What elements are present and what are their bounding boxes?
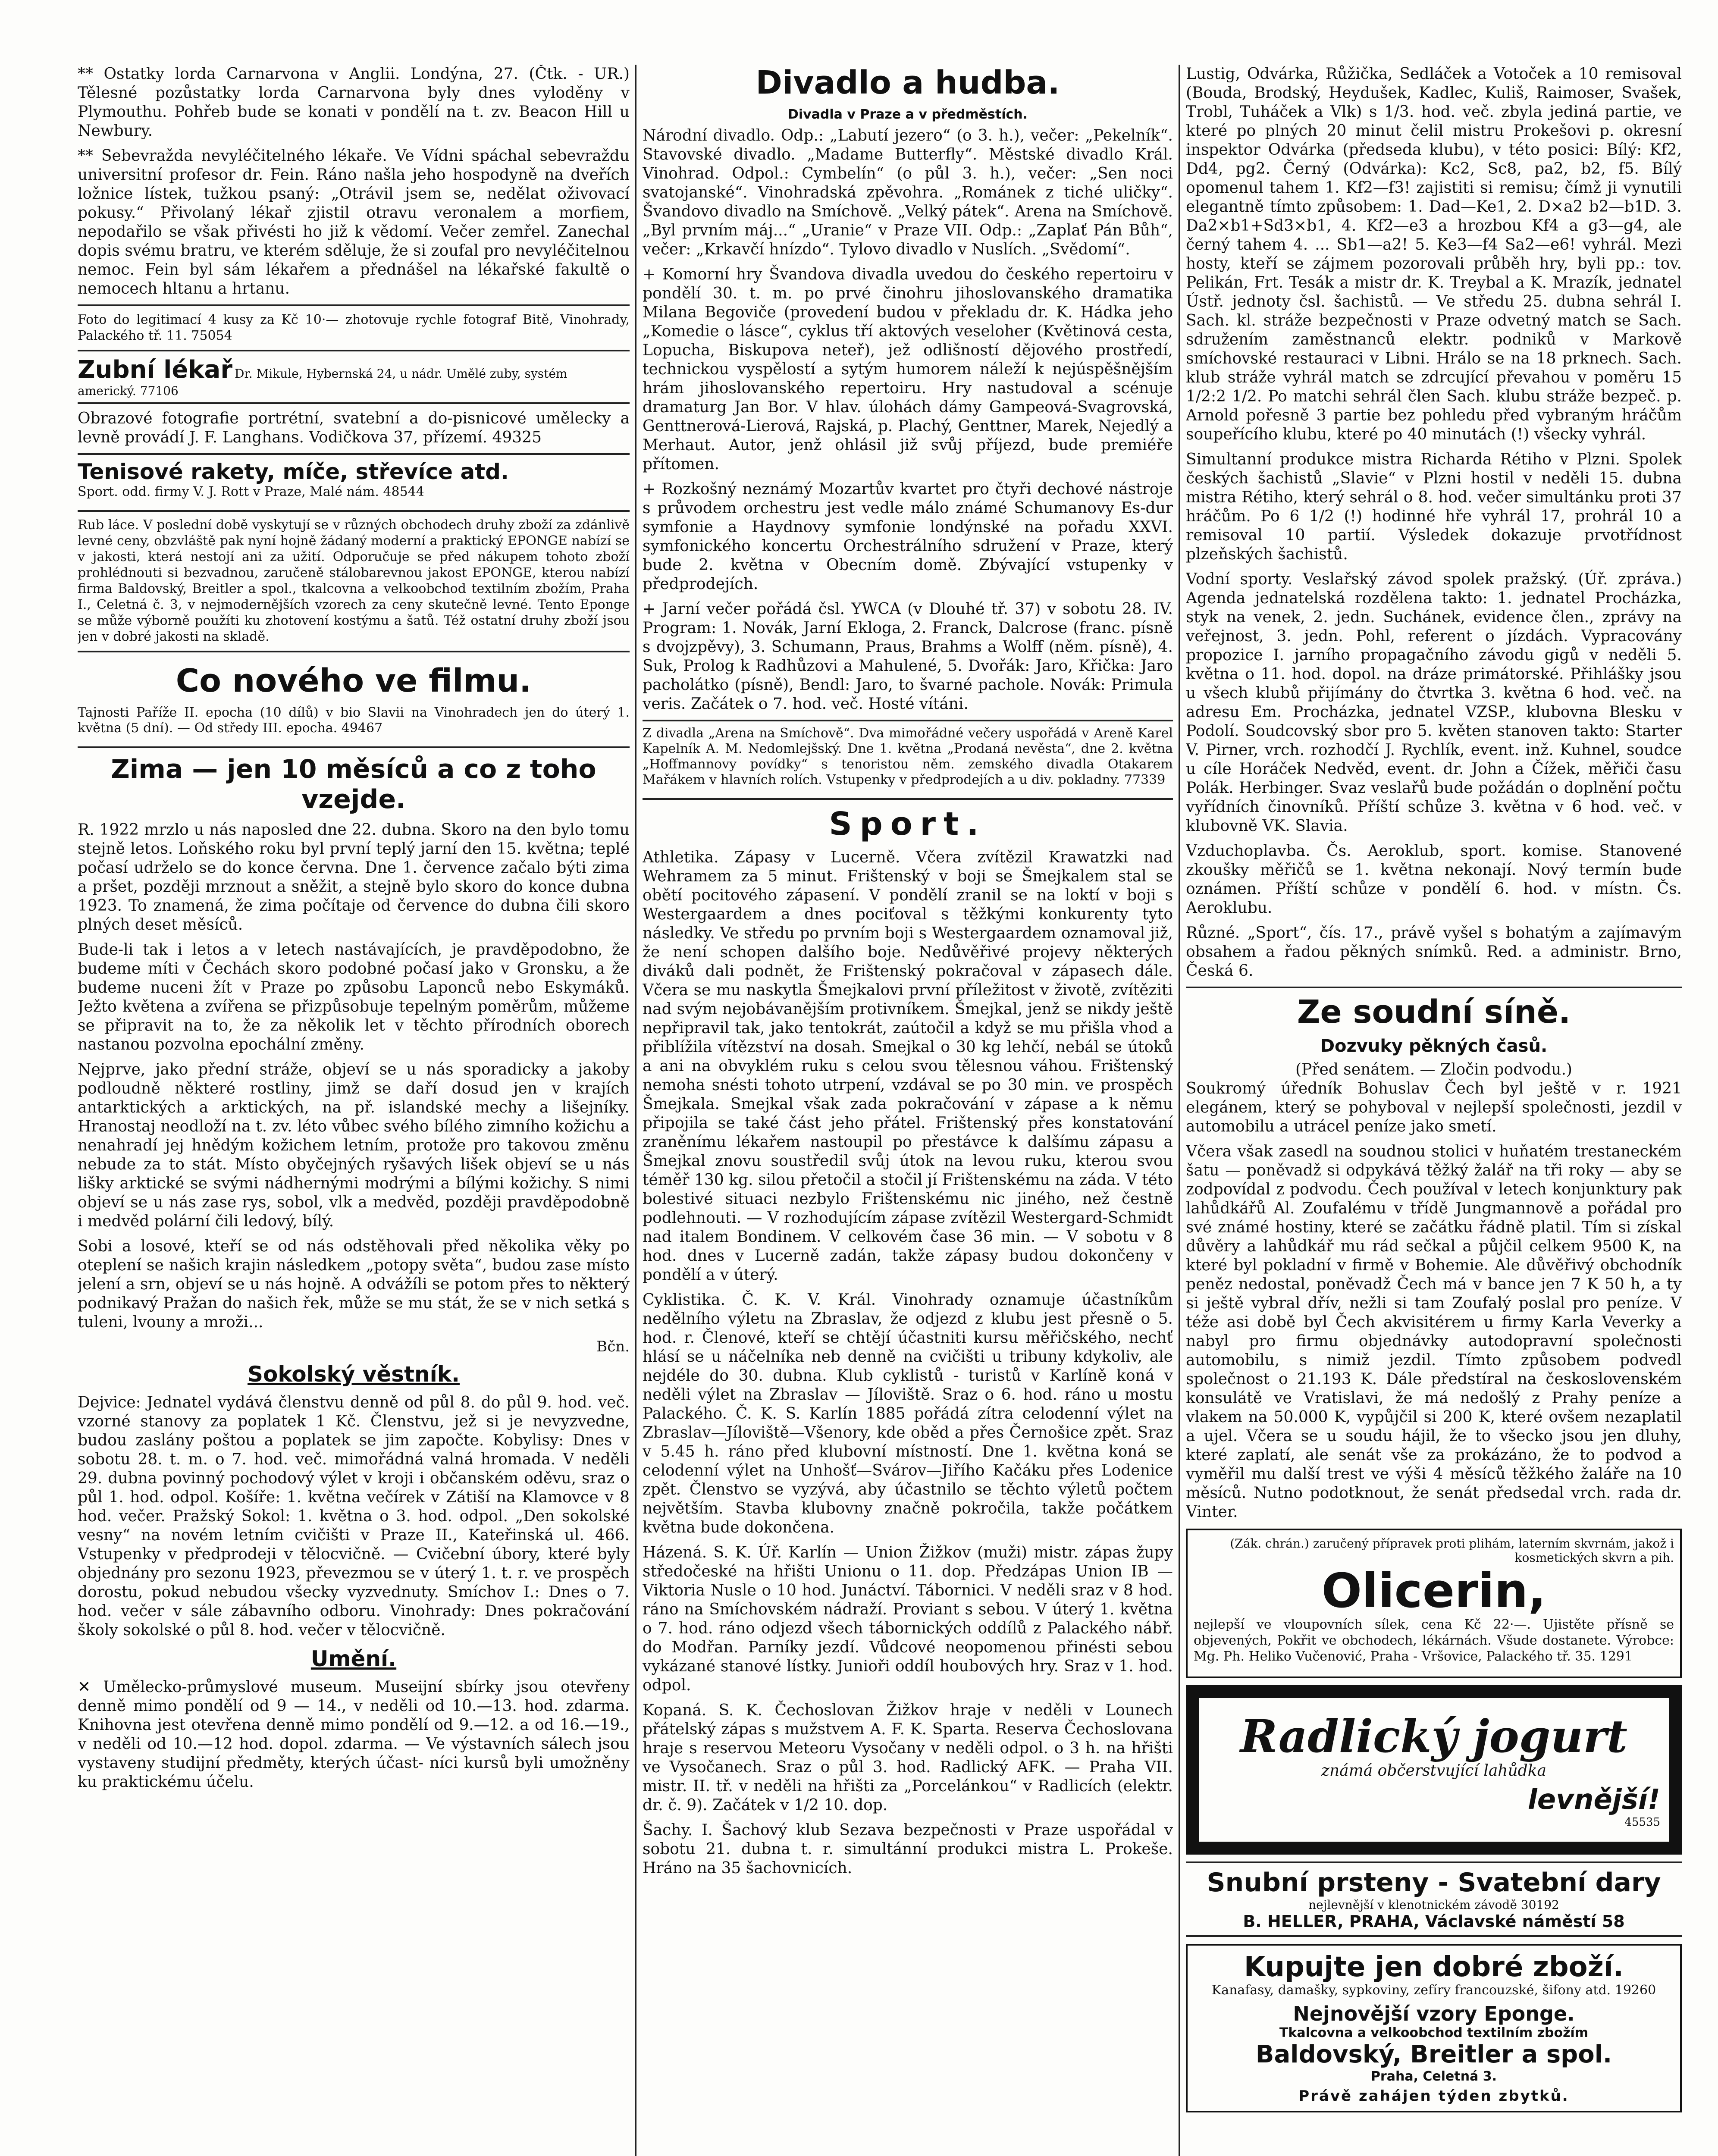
ad-olicerin [1186,1529,1682,1678]
prsteny-subtitle: nejlevnější v klenotnickém závodě 30192 [1308,1898,1559,1912]
film-section [78,651,630,748]
divider [78,304,630,306]
jogurt-cta: levnější! [1527,1784,1660,1816]
zima-p2: Bude-li tak i letos a v letech nastávajících, je pravděpodobno, že budeme míti v Čechách skoro podobné počasí jako v Gronsku, a že budeme nuceni žít v Praze po způsobu Laponců nebo Eskymáků. Ježto květena a zvířena se přizpůsobuje tepelným poměrům, můžeme se připravit na to, že za několik let v těchto přírodních oborech nastanou pozvolna epochální změny. [78,941,630,1053]
jogurt-code: 45535 [1624,1816,1660,1829]
sachy-continued: Lustig, Odvárka, Růžička, Sedláček a Votoček a 10 remisoval (Bouda, Brodský, Heydušek, Kadlec, Kuliš, Raimoser, Svašek, Trobl, Tuháček a Vlk) s 1/3. hod. več. zbyla jediná partie, ve které po plných 20 minut čelil mistru Prokešovi p. okresní inspektor Odvárka (předseda klubu), v této posici: Bílý: Kf2, Dd4, pg2. Černý (Odvárka): Kc2, Sc8, pa2, b2, f5. Bílý opomenul tahem 1. Kf2—f3! zajistiti si remisu; čímž ji vynutili elegantně tímto způsobem: 1. Dad—Ke1, 2. D×a2 b2—b1D. 3. Da2×b1+Sd3×b1, 4. Kf2—e3 a hrozbou Kf4 a g3—g4, ale černý tahem 4. ... Sb1—a2! 5. Ke3—f4 Sa2—e6! vyhrál. Mezi hosty, kteří se zájmem pozorovali průběh hry, byli pp.: tov. Pelikán, Frt. Tesák a mistr dr. K. Treybal a K. Mrazík, jednatel Ústř. jednoty čsl. šachistů. — Ve středu 25. dubna sehrál I. Sach. kl. stráže bezpečnosti v Praze odvetný match se Sach. sdružením zaměstnanců elektr. podniků v Markově smíchovské restauraci v Libni. Hrálo se na 18 prknech. Sach. klub stráže vyhrál match se zdrcující převahou v poměru 15 1/2:2 1/2. Po matchi sehrál člen Sach. klubu stráže bezpeč. p. Arnold pořesně 3 partie bez pohledu před vybraným hráčům soupeřícího klubu, které po 40 minutách (!) všecky vyhrál. [1186,65,1682,443]
column-3 [1186,65,1682,2156]
zbozi-line2: Tkalcovna a velkoobchod textilním zbožím [1279,2025,1589,2040]
zbozi-subtitle: Kanafasy, damašky, sypkoviny, zefíry francouzské, šifony atd. 19260 [1211,1983,1656,1998]
ad-arena-text: Z divadla „Arena na Smíchově“. Dva mimořádné večery uspořádá v Areně Karel Kapelník A. M. Nedomlejšský. Dne 1. května „Prodaná nevěsta“, dne 2. května „Hoffmannovy povídky“ s tenoristou něm. zemského divadla Otakarem Mařákem v hlavních rolích. Vstupenky v předprodejích a u div. pokladny. 77339 [643,726,1173,787]
ad-tenis-text: Sport. odd. firmy V. J. Rott v Praze, Malé nám. 48544 [78,484,424,499]
olicerin-text: nejlepší ve vloupovních sílek, cena Kč 22·—. Ujistěte přísně se objevených, Pokřit ve obchodech, lékárnách. Všude dostanete. Výrobce: Mg. Ph. Heliko Vučenović, Praha - Vršovice, Palackého tř. 35. 1291 [1194,1617,1674,1664]
soud-subtitle: Dozvuky pěkných časů. [1320,1036,1548,1056]
newspaper-page [78,65,1682,2156]
sport-hazena: Házená. S. K. Úř. Karlín — Union Žižkov (muži) mistr. zápas župy středočeské na hřišti Unionu o 11. dop. Předzápas Union IB — Viktoria Nusle o 10 hod. Junáctví. Tábornici. V neděli sraz v 8 hod. ráno na Smíchovském nádraží. Proviant s sebou. V úterý 1. května o 7. hod. ráno odjezd všech tábornických oddílů z Palackého nábř. do Modřan. Parníky jezdí. Vůdcové neopomenou přinésti sebou vykázané stanové lístky. Junioři oddíl houbových hry. Sraz v 1. hod. odpol. [643,1544,1173,1694]
ad-dobre-zbozi [1186,1944,1682,2112]
divadlo-komorni-hry: + Komorní hry Švandova divadla uvedou do českého repertoiru v pondělí 30. t. m. po prvé činohru jihoslovanského dramatika Milana Begoviče (provedení budou v překladu dr. K. Hádka jeho „Komedie o lásce“, cyklus tří aktových veseloher (Květinová cesta, Lopucha, Biskupova neteř), jež odlišností dějového prostředí, technickou vyspělostí a sytým humorem náleží k nejúspěšnějším hrám jihoslovanského repertoiru. Hry nastudoval a scénuje dramaturg Jan Bor. V hlav. úlohách dámy Gampeová-Svagrovská, Genttnerová-Lierová, Rajská, p. Plachý, Genttner, Marek, Nejedlý a Merhaut. Autor, jenž ohlásil již svůj příjezd, bude premiéře přítomen. [643,266,1173,473]
film-title: Co nového ve filmu. [176,662,532,699]
sport-athletika: Athletika. Zápasy v Lucerně. Včera zvítězil Krawatzki nad Wehramem za 5 minut. Frištenský v boji se Šmejkalem stal se obětí pocitového zápasení. V pondělí zranil se na loktí v boji s Westergaardem a dnes pociťoval s těžkými konkurenty tyto následky. Ve středu po prvním boji s Westergaardem oznamoval již, že není schopen dalšího boje. Nedůvěřivé projevy některých diváků dali podnět, že Frištenský pokračoval v zápasech dále. Včera se mu naskytla Šmejkalovi první příležitost v životě, zvítěziti nad svým nejobávanějším protivníkem. Šmejkal, jenž se nikdy ještě nepřipravil tak, jako tentokrát, zaútočil a když se mu přišla vhod a přiblížila vítězství na dosah. Smejkal o 30 kg lehčí, nebál se útoků a ani na obvyklém ruku s celou svou tělesnou váhou. Frištenský nemoha snésti tohoto utrpení, vzdával se po 30 min. ve prospěch Šmejkala. Smejkal však zada pokračování v zápase a k němu připojila se také část jeho přátel. Frištenský přes konstatování zraněnímu lékařem nastoupil po přestávce k dalšímu zápasu a Šmejkal znovu soustředil svůj útok na levou ruku, kterou svou téměř 130 kg. silou přetočil a stočil jí Frištenskému na záda. V této bolestivé situaci nezbylo Frištenskému nic jiného, než čestně podlehnouti. — V rozhodujícím zápase zvítězil Westergard-Schmidt nad italem Bondinem. V celkovém čase 36 min. — V sobotu v 8 hod. dnes v Lucerně zadán, takže zápasy budou dokončeny v pondělí a v úterý. [643,849,1173,1284]
ad-foto: Foto do legitimací 4 kusy za Kč 10·— zhotovuje rychle fotograf Bitě, Vinohrady, Palackého tř. 11. 75054 [78,312,630,343]
divadlo-subtitle: Divadla v Praze a v předměstích. [787,107,1028,122]
divadlo-list: Národní divadlo. Odp.: „Labutí jezero“ (o 3. h.), večer: „Pekelník“. Stavovské divadlo. „Madame Butterfly“. Městské divadlo Král. Vinohrad. Odpol.: Cymbelín“ (o půl 3. h.), večer: „Sen noci svatojanské“. Vinohradská zpěvohra. „Románek z tiché uličky“. Švandovo divadlo na Smíchově. „Velký pátek“. Arena na Smíchově. „Byl prvním máj...“ „Uranie“ v Praze VII. Odp.: „Zaplať Pán Bůh“, večer: „Krkavčí hnízdo“. Tylovo divadlo v Nuslích. „Svědomí“. [643,127,1173,258]
divadlo-jarni-vecer: + Jarní večer pořádá čsl. YWCA (v Dlouhé tř. 37) v sobotu 28. IV. Program: 1. Novák, Jarní Ekloga, 2. Franck, Dalcrose (franc. písně s dvojzpěvy), 3. Schumann, Praus, Brahms a Wolff (něm. písně), 4. Suk, Prolog k Radhůzovi a Mahulené, 5. Dvořák: Jaro, Křička: Jaro pacholátko (písně), Bendl: Jaro, to švarné pachole. Novák: Primula veris. Začátek o 7. hod. več. Hosté vítáni. [643,600,1173,713]
column-2 [643,65,1173,2156]
zbozi-title: Kupujte jen dobré zboží. [1244,1951,1624,1983]
zima-signature: Bčn. [596,1338,630,1355]
ad-rub-lace: Rub láce. V poslední době vyskytují se v různých obchodech druhy zboží za zdánlivě levné ceny, obzvláště pak nyní hojně žádaný moderní a praktický EPONGE nabízí se v jakosti, která nestojí ani za užití. Odporučuje se před nákupem tohoto zboží prohlédnouti si bezvadnou, zaručeně stálobarevnou jakost EPONGE, kterou nabízí firma Baldovský, Breitler a spol., tkalcovna a velkoobchod textilním zbožím, Praha I., Celetná č. 3, v nejmodernějších vzorech za ceny skutečně levné. Tento Eponge se může výborně použíti ku zhotovení kostýmu a šatů. Též ostatní druhy zboží jsou jen v dobré jakosti na skladě. [78,517,630,644]
umeni-title: Umění. [310,1646,397,1671]
ad-arena [643,720,1173,800]
olicerin-title: Olicerin, [1321,1563,1546,1618]
zbozi-line5: Právě zahájen týden zbytků. [1298,2087,1569,2105]
umeni-text: ✕ Umělecko-průmyslové museum. Museijní sbírky jsou otevřeny denně mimo pondělí od 9 — 14., v neděli od 10.—13. hod. zdarma. Knihovna jest otevřena denně mimo pondělí od 9.—12. a od 16.—19., v neděli od 10.—12 hod. dopol. zdarma. — Ve výstavních sálech jsou vystaveny studijní předměty, kterých účast- níci kursů byli umožněny ku praktickému účelu. [78,1678,630,1791]
sport-cyklistika: Cyklistika. Č. K. V. Král. Vinohrady oznamuje účastníkům nedělního výletu na Zbraslav, že odjezd z klubu jest přesně o 5. hod. r. Členové, kteří se chtějí účastniti kursu měřičského, nechť hlásí se u náčelníka neb denně na cvičišti u tribuny kdykoliv, ale nejdéle do 30. dubna. Klub cyklistů - turistů v Karlíně koná v neděli výlet na Zbraslav — Jíloviště. Sraz o 6. hod. ráno u mostu Palackého. Č. K. S. Karlín 1885 pořádá zítra celodenní výlet na Zbraslav—Jíloviště—Všenory, kde oběd a přes Černošice zpět. Sraz v 5.45 h. ráno před klubovní místností. Dne 1. května koná se celodenní výlet na Unhošť—Svárov—Jiřího Kačáku přes Lodenice zpět. Členstvo se vyzývá, aby účastnilo se těchto výletů počtem největším. Stavba klubovny značně pokročila, takže počátkem května bude dokončena. [643,1291,1173,1536]
prsteny-address: B. HELLER, PRAHA, Václavské náměstí 58 [1243,1912,1625,1931]
zima-p4: Sobi a losové, kteří se od nás odstěhovali před několika věky po oteplení se našich krajin následkem „potopy světa“, budou zase místo jelení a srn, objeví se u nás hojně. A odvážíli se potom přes to některý podnikavý Pražan do našich řek, může se mu stát, že se v nich setká s tuleni, lvouny a mroži... [78,1238,630,1331]
soud-title: Ze soudní síně. [1297,993,1571,1031]
sokol-text: Dejvice: Jednatel vydává členstvu denně od půl 8. do půl 9. hod. več. vzorné stanovy za poplatek 1 Kč. Členstvu, jež si je nevyzvedne, budou zaslány poštou a poplatek se jim započte. Kobylisy: Dnes v sobotu 28. t. m. o 7. hod. več. mimořádná valná hromada. V neděli 29. dubna povinný pochodový výlet v kroji i občanském oděvu, sraz o půl 1. hod. odpol. Košíře: 1. května večírek v Zátiší na Klamovce v 8 hod. večer. Pražský Sokol: 1. května o 3. hod. odpol. „Den sokolské vesny“ na novém letním cvičišti v Praze II., Kateřinská ul. 466. Vstupenky v předprodeji v tělocvičně. — Cvičební úbory, které byly objednány pro sezonu 1923, převezmou se v úterý 1. t. r. ve prospěch dorostu, pokud nebudou všecky vyzvednuty. Smíchov I.: Dnes o 7. hod. večer v sále zábavního odboru. Vinohrady: Dnes pokračování školy sokolské o půl 8. hod. večer v tělocvičně. [78,1394,630,1639]
zbozi-line3: Baldovský, Breitler a spol. [1255,2040,1612,2068]
divadlo-title: Divadlo a hudba. [756,65,1060,101]
ad-zubni-title: Zubní lékař [78,356,232,384]
sokol-title: Sokolský věstník. [248,1362,460,1387]
article-carnarvon: ** Ostatky lorda Carnarvona v Anglii. Londýna, 27. (Čtk. - UR.) Tělesné pozůstatky lorda Carnarvona byly dnes vyloděny v Plymouthu. Pohřeb bude se konati v pondělí na t. zv. Beacon Hill u Newbury. [78,65,630,140]
divider [1186,987,1682,988]
column-rule [1179,65,1180,2156]
jogurt-subtitle: známá občerstvující lahůdka [1321,1762,1546,1780]
ad-tenis [78,453,630,512]
ad-zubni-text: Dr. Mikule, Hybernská 24, u nádr. Umělé zuby, systém americký. 77106 [78,367,567,398]
soud-lead: (Před senátem. — Zločin podvodu.) [1295,1061,1572,1078]
prsteny-title: Snubní prsteny - Svatební dary [1207,1868,1661,1898]
sport-kopana: Kopaná. S. K. Čechoslovan Žižkov hraje v neděli v Lounech přátelský zápas s mužstvem A. F. K. Sparta. Reserva Čechoslovana hraje s reservou Meteoru Vysočany v neděli odpol. o 3 h. na hřišti ve Vysočanech. Sraz o půl 3. hod. Radlický AFK. — Praha VII. mistr. II. tř. v neděli na hřišti za „Porcelánkou“ v Radlicích (elektr. dr. č. 9). Začátek v 1/2 10. dop. [643,1702,1173,1814]
ad-obrazove: Obrazové fotografie portrétní, svatební a do-pisnicové umělecky a levně provádí J. F. Langhans. Vodičkova 37, přízemí. 49325 [78,410,630,446]
column-1 [78,65,630,2156]
zbozi-line4: Praha, Celetná 3. [1370,2069,1497,2084]
column-rule [635,65,636,2156]
divadlo-mozart: + Rozkošný neznámý Mozartův kvartet pro čtyři dechové nástroje s průvodem orchestru jest vedle málo známé Schumanovy Es-dur symfonie a Haydnovy symfonie londýnské na pořadu XXVI. symfonického koncertu Orchestrálního sdružení v Praze, který bude 2. května v Obecním domě. Zbývající vstupenky v předprodejích. [643,480,1173,593]
ad-snubni-prsteny [1186,1861,1682,1937]
soud-p1: Soukromý úředník Bohuslav Čech byl ještě v r. 1921 elegánem, který se pohyboval v nejlepší společnosti, jezdil v automobilu a utrácel peníze jako smetí. [1186,1080,1682,1135]
ad-zubni-lekar [78,350,630,404]
jogurt-title: Radlický jogurt [1240,1710,1628,1763]
jogurt-inner [1197,1696,1671,1843]
zbozi-line1: Nejnovější vzory Eponge. [1293,2002,1575,2025]
sport-vzduchoplavba: Vzduchoplavba. Čs. Aeroklub, sport. komise. Stanovené zkoušky měřičů se 1. května nekonají. Nový termín bude oznámen. Příští schůze v pondělí 6. hod. v místn. Čs. Aeroklubu. [1186,842,1682,917]
zima-title: Zima — jen 10 měsíců a co z toho vzejde. [111,754,596,815]
ad-radlicky-jogurt [1186,1685,1682,1855]
zima-p1: R. 1922 mrzlo u nás naposled dne 22. dubna. Skoro na den bylo tomu stejně letos. Loňského roku byl první teplý jarní den 15. května; teplé počasí udrželo se do konce června. Dne 1. července začalo býti zima a pršet, později mrznout a sněžit, a stejně bylo skoro do konce dubna 1923. To znamená, že zima počítaje od července do dubna čili skoro plných deset měsíců. [78,821,630,934]
sport-sachy: Šachy. I. Šachový klub Sezava bezpečnosti v Praze uspořádal v sobotu 21. dubna t. r. simultánní produkci mistra L. Prokeše. Hráno na 35 šachovnicích. [643,1821,1173,1877]
sport-title: Sport. [829,805,987,843]
article-sebevrazda: ** Sebevražda nevyléčitelného lékaře. Ve Vídni spáchal sebevraždu universitní profesor dr. Fein. Ráno našla jeho hospodyně na dveřích ložnice lístek, tužkou psaný: „Otrávil jsem se, nedělat oživovací pokusy.“ Přivolaný lékař zjistil otravu veronalem a morfiem, nepodařilo se však přivésti ho již k vědomí. Večer zemřel. Zanechal dopis svému bratru, ve kterém sděluje, že si zoufal pro nevyléčitelnou nemoc. Fein byl sám lékařem a přednášel na lékařské fakultě o nemocech hltanu a hrtanu. [78,147,630,298]
soud-p2: Včera však zasedl na soudnou stolici v huňatém trestaneckém šatu — poněvadž si odpykává těžký žalář na tři roky — aby se zodpovídal z podvodu. Čech používal v letech konjunktury pak lahůdkářů Al. Zoufalému v třídě Jungmannově a pořádal pro své známé hostiny, které se začátku řádně platil. Tím si získal důvěry a lahůdkář mu rád sečkal a půjčil celkem 9500 K, na které byl pokladní v firmě v Bohemie. Ale důvěřivý obchodník peněz nedostal, poněvadž Čech má v bance jen 7 K 50 h, a ty si ještě vybral dřív, nežli si tam Zoufalý poslal pro peníze. V téže asi době byl Čech akvisitérem u firmy Karla Veverky a nabyl pro firmu objednávky autodopravní společnosti automobilu, s nimiž jezdil. Tímto způsobem podvedl společnost o 21.193 K. Dále předstíral na československém konsulátě ve Vratislavi, že má nedošlý z Prahy peníze a vlakem na 50.000 K, vypůjčil si 200 K, které ovšem nezaplatil a ujel. Včera se u soudu hájil, že to všecko jsou jen dluhy, které zaplatí, ale senát vše za prokázáno, že to podvod a vyměřil mu další trest ve výši 4 měsíců těžkého žaláře na 10 měsíců. Nutno podotknout, že senát předsedal vrch. rada dr. Vinter. [1186,1143,1682,1521]
film-text: Tajnosti Paříže II. epocha (10 dílů) v bio Slavii na Vinohradech jen do úterý 1. května (5 dní). — Od středy III. epocha. 49467 [78,705,630,736]
zima-p3: Nejprve, jako přední stráže, objeví se u nás sporadicky a jakoby podloudně některé rostliny, jimž se daří dosud jen v krajích antarktických a arktických, na př. islandské mechy a lišejníky. Hranostaj neodloží na t. zv. léto vůbec svého bílého zimního kožichu a nenahradí jej hnědým kožichem letním, protože pro takovou změnu nebude za to stát. Místo obyčejných ryšavých lišek objeví se u nás lišky arktické se svými nádhernými modrými a bílými kožichy. S nimi objeví se u nás zase rys, sobol, vlk a medvěd, později pravděpodobně i medvěd polární čili ledový, bílý. [78,1061,630,1230]
sport-vodni: Vodní sporty. Veslařský závod spolek pražský. (Úř. zpráva.) Agenda jednatelská rozdělena takto: 1. jednatel Procházka, styk na venek, 2. jedn. Suchánek, evidence člen., zprávy na veřejnost, 3. jedn. Pohl, referent o jízdách. Vypracovány propozice I. jarního propagačního závodu gigů v neděli 5. května o 11. hod. dopol. na dráze primátorské. Přihlášky jsou u všech klubů přijímány do čtvrtka 3. května 6 hod. več. na adresu Em. Procházka, jednatel VZSP., klubovna Blesku v Podolí. Soudcovský sbor pro 5. květen stanoven takto: Starter V. Pirner, vrch. rozhodčí J. Rychlík, event. inž. Kuhnel, soudce u cíle Horáček Nedvěd, event. dr. John a Čížek, měřiči času Polák. Herbinger. Svaz veslařů bude požádán o doplnění počtu vyřídních činovníků. Příští schůze 3. května v 6 hod. več. v klubovně VK. Slavia. [1186,570,1682,835]
olicerin-small: (Zák. chrán.) zaručený přípravek proti plihám, laterním skvrnám, jakož i kosmetických skvrn a pih. [1230,1536,1674,1565]
sport-ruzne: Různé. „Sport“, čís. 17., právě vyšel s bohatým a zajímavým obsahem a řadou pěkných snímků. Red. a administr. Brno, Česká 6. [1186,924,1682,980]
ad-tenis-title: Tenisové rakety, míče, střevíce atd. [78,459,509,484]
sachy-simultanni: Simultanní produkce mistra Richarda Rétiho v Plzni. Spolek českých šachistů „Slavie“ v Plzni hostil v neděli 15. dubna mistra Rétiho, který sehrál o 8. hod. večer simultánku proti 37 hráčům. Po 6 1/2 (!) hodinné hře vyhrál 17, prohrál 10 a remisoval 10 partií. Výsledek dokazuje prvotřídnost plzeňských šachistů. [1186,451,1682,563]
